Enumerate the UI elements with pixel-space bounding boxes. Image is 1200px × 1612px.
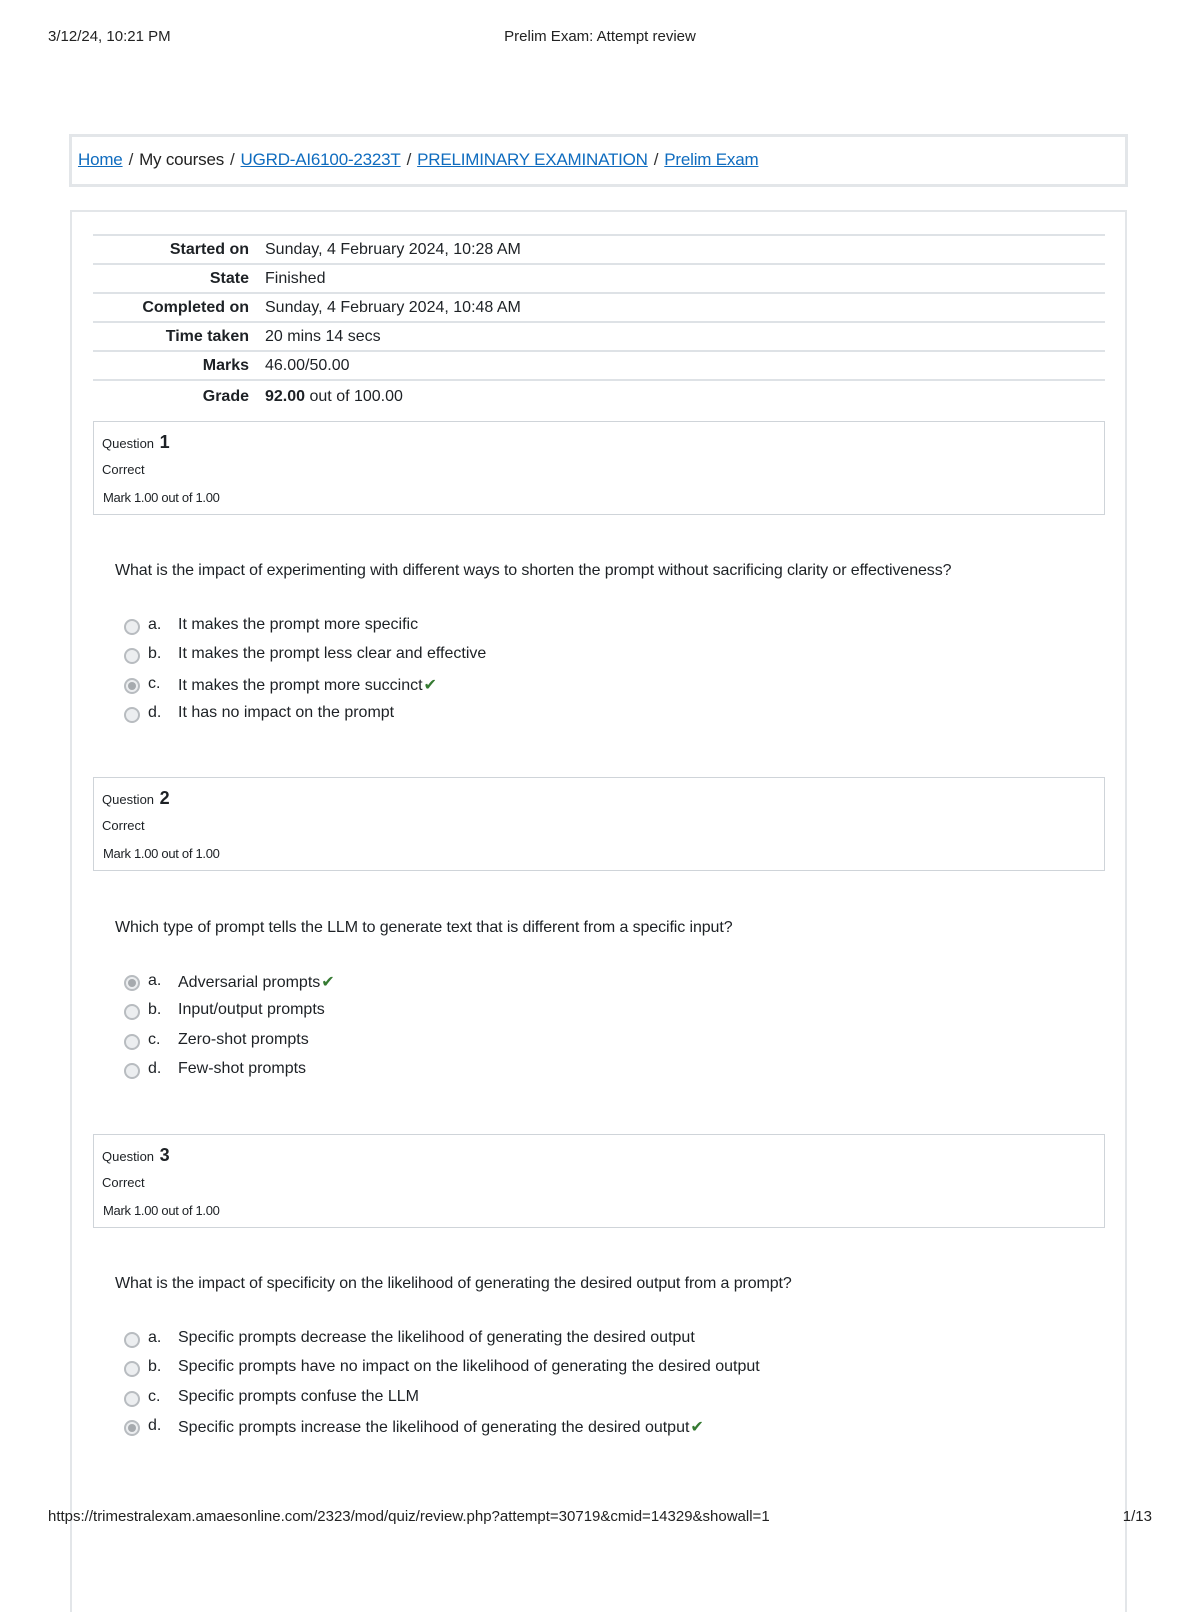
marks-label: Marks [202, 356, 249, 374]
summary-row-started [93, 235, 1105, 264]
radio-icon[interactable] [124, 707, 140, 723]
question-state: Correct [102, 818, 145, 833]
question-mark: Mark 1.00 out of 1.00 [103, 1203, 220, 1218]
time-taken-label: Time taken [165, 327, 249, 345]
breadcrumb [78, 150, 758, 170]
answer-text: Adversarial prompts✔ [178, 974, 335, 991]
question-number-value: 2 [159, 788, 170, 808]
question-text: What is the impact of experimenting with different ways to shorten the prompt without sacrificing clarity or effectiveness? [115, 562, 952, 579]
summary-row-time [93, 322, 1105, 351]
question-number [102, 432, 170, 453]
summary-row-completed [93, 293, 1105, 322]
question-label: Question [102, 792, 155, 807]
question-number-value: 1 [159, 432, 170, 452]
answer-letter: a. [148, 972, 162, 989]
completed-on-value: Sunday, 4 February 2024, 10:48 AM [265, 298, 521, 316]
answer-text: Few-shot prompts [178, 1059, 307, 1077]
grade-value: 92.00 [265, 387, 306, 405]
answer-text: Specific prompts have no impact on the likelihood of generating the desired output [178, 1358, 760, 1376]
answer-letter: b. [148, 1001, 162, 1019]
radio-icon[interactable] [124, 975, 140, 991]
marks-value: 46.00/50.00 [265, 356, 350, 374]
breadcrumb-course-link[interactable]: UGRD-AI6100-2323T [240, 150, 401, 169]
attempt-summary-table [93, 234, 1105, 410]
started-on-label: Started on [169, 240, 249, 258]
question-state: Correct [102, 462, 145, 477]
answer-text: It has no impact on the prompt [178, 703, 395, 721]
check-icon: ✔ [321, 974, 335, 991]
print-datetime: 3/12/24, 10:21 PM [48, 28, 171, 45]
breadcrumb-separator: / [128, 150, 134, 169]
question-text: Which type of prompt tells the LLM to generate text that is different from a specific input? [115, 919, 733, 936]
print-header [48, 28, 1152, 48]
radio-icon[interactable] [124, 1332, 140, 1348]
question-label: Question [102, 1149, 155, 1164]
answer-text: It makes the prompt less clear and effective [178, 645, 487, 663]
answer-letter: a. [148, 1329, 162, 1346]
answer-text: Specific prompts confuse the LLM [178, 1387, 420, 1405]
print-url: https://trimestralexam.amaesonline.com/2323/mod/quiz/review.php?attempt=30719&cmid=14329&showall=1 [48, 1508, 770, 1525]
answer-letter: d. [148, 1416, 162, 1434]
time-taken-value: 20 mins 14 secs [265, 327, 381, 345]
question-info-box [93, 1134, 1105, 1228]
radio-icon[interactable] [124, 1034, 140, 1050]
grade-label: Grade [202, 387, 249, 405]
started-on-value: Sunday, 4 February 2024, 10:28 AM [265, 240, 521, 258]
summary-row-state [93, 264, 1105, 293]
summary-row-marks [93, 351, 1105, 380]
breadcrumb-separator: / [230, 150, 235, 169]
breadcrumb-separator: / [653, 150, 659, 169]
state-label: State [209, 269, 249, 287]
answer-letter: c. [148, 674, 161, 692]
answer-text: It makes the prompt more specific [178, 616, 419, 633]
answer-text: Input/output prompts [178, 1001, 325, 1019]
answer-letter: c. [148, 1387, 161, 1405]
check-icon: ✔ [690, 1418, 704, 1436]
answer-letter: d. [148, 703, 162, 721]
question-mark: Mark 1.00 out of 1.00 [103, 490, 220, 505]
answer-letter: d. [148, 1059, 162, 1077]
print-page-number: 1/13 [1122, 1508, 1152, 1525]
answer-text: It makes the prompt more succinct✔ [178, 676, 437, 694]
breadcrumb-bar [69, 134, 1128, 187]
radio-icon[interactable] [124, 1391, 140, 1407]
question-number-value: 3 [159, 1145, 170, 1165]
answer-letter: b. [148, 1358, 162, 1376]
question-info-box [93, 421, 1105, 515]
breadcrumb-section-link[interactable]: PRELIMINARY EXAMINATION [417, 150, 648, 169]
print-footer [48, 1508, 1152, 1528]
question-mark: Mark 1.00 out of 1.00 [103, 846, 220, 861]
completed-on-label: Completed on [142, 298, 249, 316]
print-title: Prelim Exam: Attempt review [504, 28, 696, 45]
radio-icon[interactable] [124, 678, 140, 694]
breadcrumb-home-link[interactable]: Home [78, 150, 123, 169]
answer-letter: c. [148, 1030, 161, 1048]
summary-row-grade [93, 380, 1105, 410]
answer-letter: a. [148, 616, 162, 633]
answer-letter: b. [148, 645, 162, 663]
radio-icon[interactable] [124, 1420, 140, 1436]
check-icon: ✔ [423, 676, 437, 694]
breadcrumb-quiz-link[interactable]: Prelim Exam [664, 150, 759, 169]
breadcrumb-my-courses: My courses [139, 150, 225, 169]
grade-suffix: out of 100.00 [309, 387, 403, 405]
answer-text: Specific prompts increase the likelihood of generating the desired output✔ [178, 1418, 704, 1436]
question-info-box [93, 777, 1105, 871]
answer-text: Zero-shot prompts [178, 1030, 309, 1048]
question-label: Question [102, 436, 155, 451]
question-number [102, 788, 170, 809]
question-number [102, 1145, 170, 1166]
radio-icon[interactable] [124, 1063, 140, 1079]
state-value: Finished [265, 269, 326, 287]
answer-text: Specific prompts decrease the likelihood of generating the desired output [178, 1329, 695, 1346]
grade-value-cell [257, 380, 1105, 410]
breadcrumb-separator: / [406, 150, 412, 169]
question-text: What is the impact of specificity on the likelihood of generating the desired output from a prompt? [115, 1275, 792, 1292]
question-state: Correct [102, 1175, 145, 1190]
radio-icon[interactable] [124, 619, 140, 635]
